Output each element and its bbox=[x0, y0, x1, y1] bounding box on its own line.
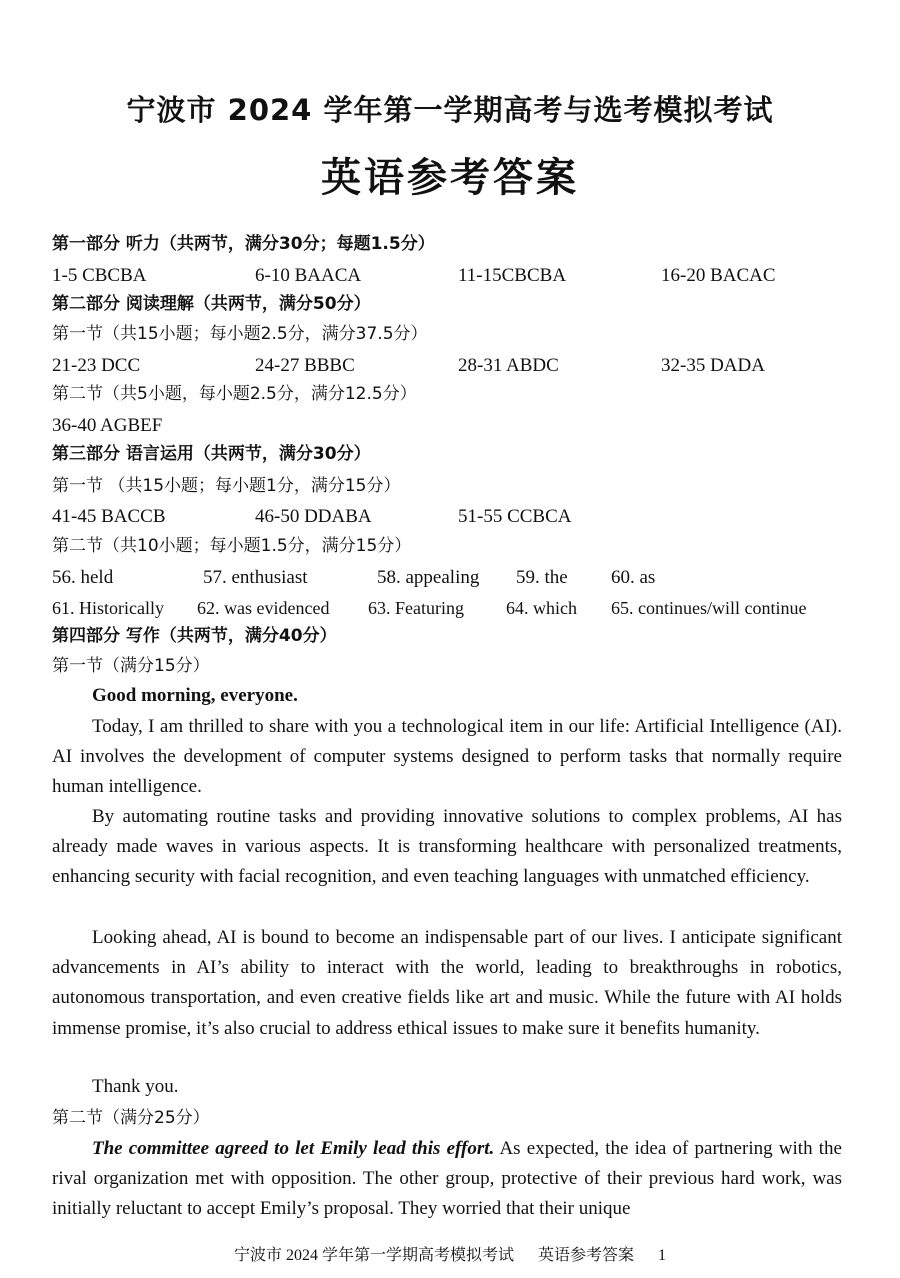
blank-answer: 62. was evidenced bbox=[197, 598, 330, 618]
blank-answer: 63. Featuring bbox=[368, 598, 464, 618]
essay-greeting: Good morning, everyone. bbox=[92, 685, 298, 706]
footer-page-number: 1 bbox=[658, 1247, 667, 1264]
part2-header: 第二部分 阅读理解（共两节，满分50分） bbox=[52, 294, 371, 314]
part4-header: 第四部分 写作（共两节，满分40分） bbox=[52, 626, 337, 646]
part4-section2-header: 第二节（满分25分） bbox=[52, 1108, 210, 1128]
page-footer bbox=[0, 1242, 900, 1265]
exam-title: 宁波市 2024 学年第一学期高考与选考模拟考试 bbox=[126, 93, 774, 127]
essay-closing: Thank you. bbox=[92, 1076, 179, 1097]
part1-header: 第一部分 听力（共两节，满分30分；每题1.5分） bbox=[52, 234, 435, 254]
blank-answer: 60. as bbox=[611, 567, 656, 588]
part3-section1-header: 第一节 （共15小题；每小题1分，满分15分） bbox=[52, 476, 401, 496]
blank-answer: 59. the bbox=[516, 567, 568, 588]
answer-group: 32-35 DADA bbox=[661, 355, 765, 376]
answer-group: 11-15CBCBA bbox=[458, 265, 567, 286]
footer-subject: 英语参考答案 bbox=[538, 1247, 635, 1264]
part3-section2-header: 第二节（共10小题；每小题1.5分，满分15分） bbox=[52, 536, 412, 556]
blank-answer: 65. continues/will continue bbox=[611, 598, 807, 618]
answer-group: 41-45 BACCB bbox=[52, 506, 166, 527]
part2-section1-header: 第一节（共15小题；每小题2.5分，满分37.5分） bbox=[52, 324, 428, 344]
continuation-text: As expected, the idea of partnering with the rival organization met with opposition. The other group, protective of their previous hard work, was initially reluctant to accept Emily’s proposal. They worried that their unique bbox=[52, 1138, 842, 1220]
footer-exam-name: 宁波市 2024 学年第一学期高考模拟考试 bbox=[233, 1247, 514, 1264]
answer-key-title: 英语参考答案 bbox=[321, 155, 579, 201]
part2-section2-header: 第二节（共5小题，每小题2.5分，满分12.5分） bbox=[52, 384, 417, 404]
blank-answer: 64. which bbox=[506, 598, 577, 618]
answer-group: 46-50 DDABA bbox=[255, 506, 372, 527]
essay-paragraph: Looking ahead, AI is bound to become an indispensable part of our lives. I anticipate significant advancements in AI’s ability to interact with the world, leading to breakthroughs in robotics, autonomous transportation, and even creative fields like art and music. While the future with AI holds immense promise, it’s also crucial to address ethical issues to make sure it benefits humanity. bbox=[52, 927, 842, 1039]
answer-group: 24-27 BBBC bbox=[255, 355, 355, 376]
blank-answer: 58. appealing bbox=[377, 567, 480, 588]
part3-header: 第三部分 语言运用（共两节，满分30分） bbox=[52, 444, 371, 464]
answer-group: 6-10 BAACA bbox=[255, 265, 362, 286]
answer-group: 16-20 BACAC bbox=[661, 265, 776, 286]
answer-group: 1-5 CBCBA bbox=[52, 265, 147, 286]
blank-answer: 57. enthusiast bbox=[203, 567, 308, 588]
answer-group: 51-55 CCBCA bbox=[458, 506, 572, 527]
blank-answer: 61. Historically bbox=[52, 598, 164, 618]
essay-paragraph: By automating routine tasks and providing innovative solutions to complex problems, AI has already made waves in various aspects. It is transforming healthcare with personalized treatments, enhancing security with facial recognition, and even teaching languages with unmatched efficiency. bbox=[52, 806, 842, 888]
continuation-paragraph bbox=[52, 1134, 842, 1225]
answer-group: 28-31 ABDC bbox=[458, 355, 559, 376]
essay-paragraph: Today, I am thrilled to share with you a technological item in our life: Artificial Intelligence (AI). AI involves the development of computer systems designed to perform tasks that normally require human intelligence. bbox=[52, 716, 842, 798]
blank-answer: 56. held bbox=[52, 567, 114, 588]
answer-group: 21-23 DCC bbox=[52, 355, 141, 376]
continuation-lead-sentence: The committee agreed to let Emily lead this effort. bbox=[92, 1138, 495, 1159]
answer-group: 36-40 AGBEF bbox=[52, 415, 163, 436]
part4-section1-header: 第一节（满分15分） bbox=[52, 656, 210, 676]
